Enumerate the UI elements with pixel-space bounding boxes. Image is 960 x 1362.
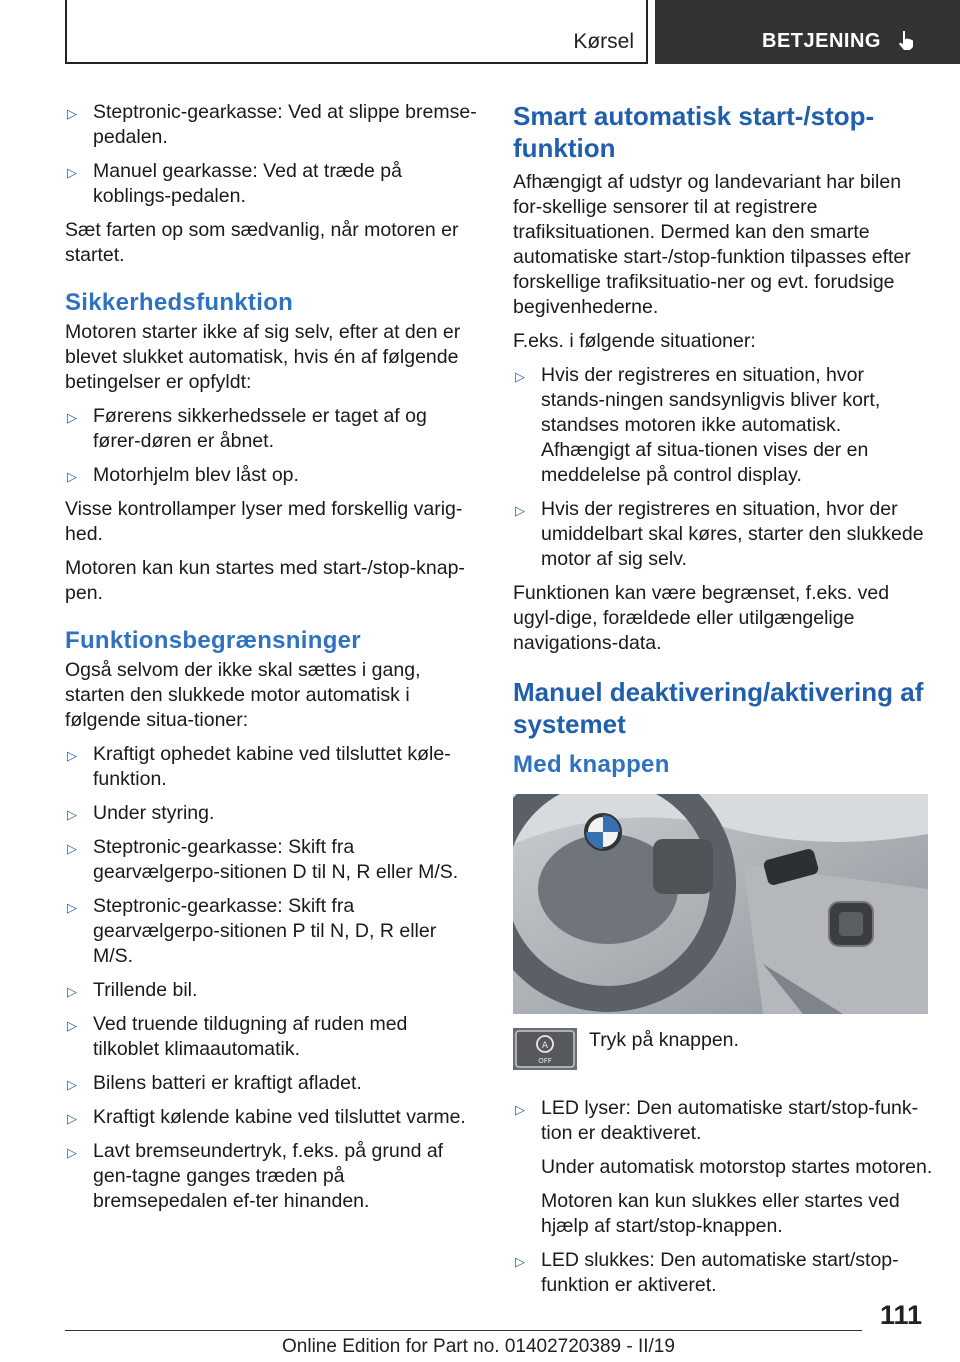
triangle-bullet-icon: ▷: [67, 841, 77, 856]
list-item: ▷ Bilens batteri er kraftigt afladet.: [65, 1071, 477, 1096]
triangle-bullet-icon: ▷: [67, 1018, 77, 1033]
triangle-bullet-icon: ▷: [515, 503, 525, 518]
bullet-list: [513, 1096, 933, 1146]
bullet-list: [65, 742, 477, 1214]
list-item: ▷ Manuel gearkasse: Ved at træde på koblings‐pedalen.: [67, 160, 402, 207]
paragraph: Også selvom der ikke skal sættes i gang, starten den slukkede motor automatisk i følgende situa‐tioner:: [65, 659, 421, 731]
list-item: ▷ Hvis der registreres en situation, hvor der umiddelbart skal køres, starter den slukkede motor af sig selv.: [515, 498, 924, 570]
steering-wheel-photo: [513, 794, 928, 1014]
footer-edition: Online Edition for Part no. 01402720389 - II/19: [282, 1336, 675, 1357]
paragraph: Visse kontrollamper lyser med forskellig varig‐hed.: [65, 498, 463, 545]
heading-manual-deactivation: Manuel deaktivering/aktivering af systemet: [513, 677, 924, 739]
heading-safety-function: Sikkerhedsfunktion: [65, 289, 294, 316]
paragraph: F.eks. i følgende situationer:: [513, 330, 756, 352]
triangle-bullet-icon: ▷: [67, 165, 77, 180]
heading-with-button: Med knappen: [513, 751, 670, 778]
list-item: ▷ Trillende bil.: [65, 978, 477, 1003]
triangle-bullet-icon: ▷: [515, 369, 525, 384]
heading-function-limits: Funktionsbegrænsninger: [65, 627, 361, 654]
triangle-bullet-icon: ▷: [515, 1254, 525, 1269]
triangle-bullet-icon: ▷: [67, 410, 77, 425]
list-item: ▷ Under styring.: [65, 801, 477, 826]
sub-paragraph: Motoren kan kun slukkes eller startes ved hjælp af start/stop-knappen.: [541, 1190, 900, 1237]
svg-text:A: A: [541, 1041, 549, 1051]
paragraph: Motoren starter ikke af sig selv, efter at den er blevet slukket automatisk, hvis én af følgende betingelser er opfyldt:: [65, 321, 461, 393]
triangle-bullet-icon: ▷: [67, 984, 77, 999]
press-button-text: Tryk på knappen.: [589, 1029, 739, 1051]
paragraph: Motoren kan kun startes med start-/stop-knap‐pen.: [65, 557, 465, 604]
paragraph: Funktionen kan være begrænset, f.eks. ved ugyl‐dige, forældede eller utilgængelige navigations‐data.: [513, 582, 890, 654]
list-item: ▷ Lavt bremseundertryk, f.eks. på grund af gen‐tagne ganges træden på bremsepedalen ef‐ter hinanden.: [67, 1140, 444, 1212]
triangle-bullet-icon: ▷: [67, 807, 77, 822]
list-item: ▷ LED slukkes: Den automatiske start/stop-funktion er aktiveret.: [515, 1249, 899, 1296]
svg-text:OFF: OFF: [538, 1057, 552, 1065]
triangle-bullet-icon: ▷: [67, 900, 77, 915]
footer-divider: [65, 1330, 862, 1331]
auto-start-stop-off-button-icon: [513, 1028, 577, 1070]
right-column: [513, 100, 933, 1307]
triangle-bullet-icon: ▷: [67, 1111, 77, 1126]
triangle-bullet-icon: ▷: [67, 1145, 77, 1160]
bullet-list: [513, 1248, 933, 1298]
bullet-list: [65, 404, 477, 488]
list-item: ▷ Steptronic-gearkasse: Skift fra gearvælgerpo‐sitionen D til N, R eller M/S.: [67, 836, 459, 883]
paragraph: Afhængigt af udstyr og landevariant har bilen for‐skellige sensorer til at registrere trafiksituationen. Dermed kan den smarte automatiske start-/stop-funktion tilpasses efter forskellige trafiksituatio‐ner og evt. forudsige begivenhederne.: [513, 171, 911, 318]
list-item: ▷ Steptronic-gearkasse: Ved at slippe bremse‐pedalen.: [67, 101, 477, 148]
list-item: ▷ Motorhjelm blev låst op.: [65, 463, 477, 488]
page-number: 111: [880, 1300, 923, 1330]
triangle-bullet-icon: ▷: [515, 1102, 525, 1117]
paragraph: Sæt farten op som sædvanlig, når motoren er startet.: [65, 219, 459, 266]
heading-smart-start-stop: Smart automatisk start-/stop-funktion: [513, 101, 875, 163]
triangle-bullet-icon: ▷: [67, 469, 77, 484]
header-chapter-label: BETJENING: [762, 30, 881, 52]
left-column: [65, 100, 477, 1223]
list-item: ▷ Kraftigt kølende kabine ved tilsluttet varme.: [65, 1105, 477, 1130]
header-section-tab: [65, 0, 648, 64]
sub-paragraph: Under automatisk motorstop startes motoren.: [541, 1156, 933, 1178]
list-item: ▷ Kraftigt ophedet kabine ved tilsluttet køle‐funktion.: [67, 743, 451, 790]
list-item: ▷ Førerens sikkerhedssele er taget af og fører‐døren er åbnet.: [67, 405, 427, 452]
triangle-bullet-icon: ▷: [67, 1077, 77, 1092]
list-item: ▷ Ved truende tildugning af ruden med tilkoblet klimaautomatik.: [67, 1013, 408, 1060]
list-item: ▷ Hvis der registreres en situation, hvor stands‐ningen sandsynligvis bliver kort, standses motoren ikke automatisk. Afhængigt af situa‐tionen vises der en meddelelse på control display.: [515, 364, 881, 486]
button-instruction-row: [513, 1028, 933, 1090]
triangle-bullet-icon: ▷: [67, 106, 77, 121]
bullet-list: [65, 100, 477, 209]
list-item: ▷ Steptronic-gearkasse: Skift fra gearvælgerpo‐sitionen P til N, D, R eller M/S.: [67, 895, 437, 967]
list-item: ▷ LED lyser: Den automatiske start/stop-funk‐tion er deaktiveret.: [515, 1097, 919, 1144]
bullet-list: [513, 363, 933, 572]
header-section-label: Kørsel: [573, 30, 634, 53]
hand-pointer-icon: [895, 28, 919, 52]
triangle-bullet-icon: ▷: [67, 748, 77, 763]
